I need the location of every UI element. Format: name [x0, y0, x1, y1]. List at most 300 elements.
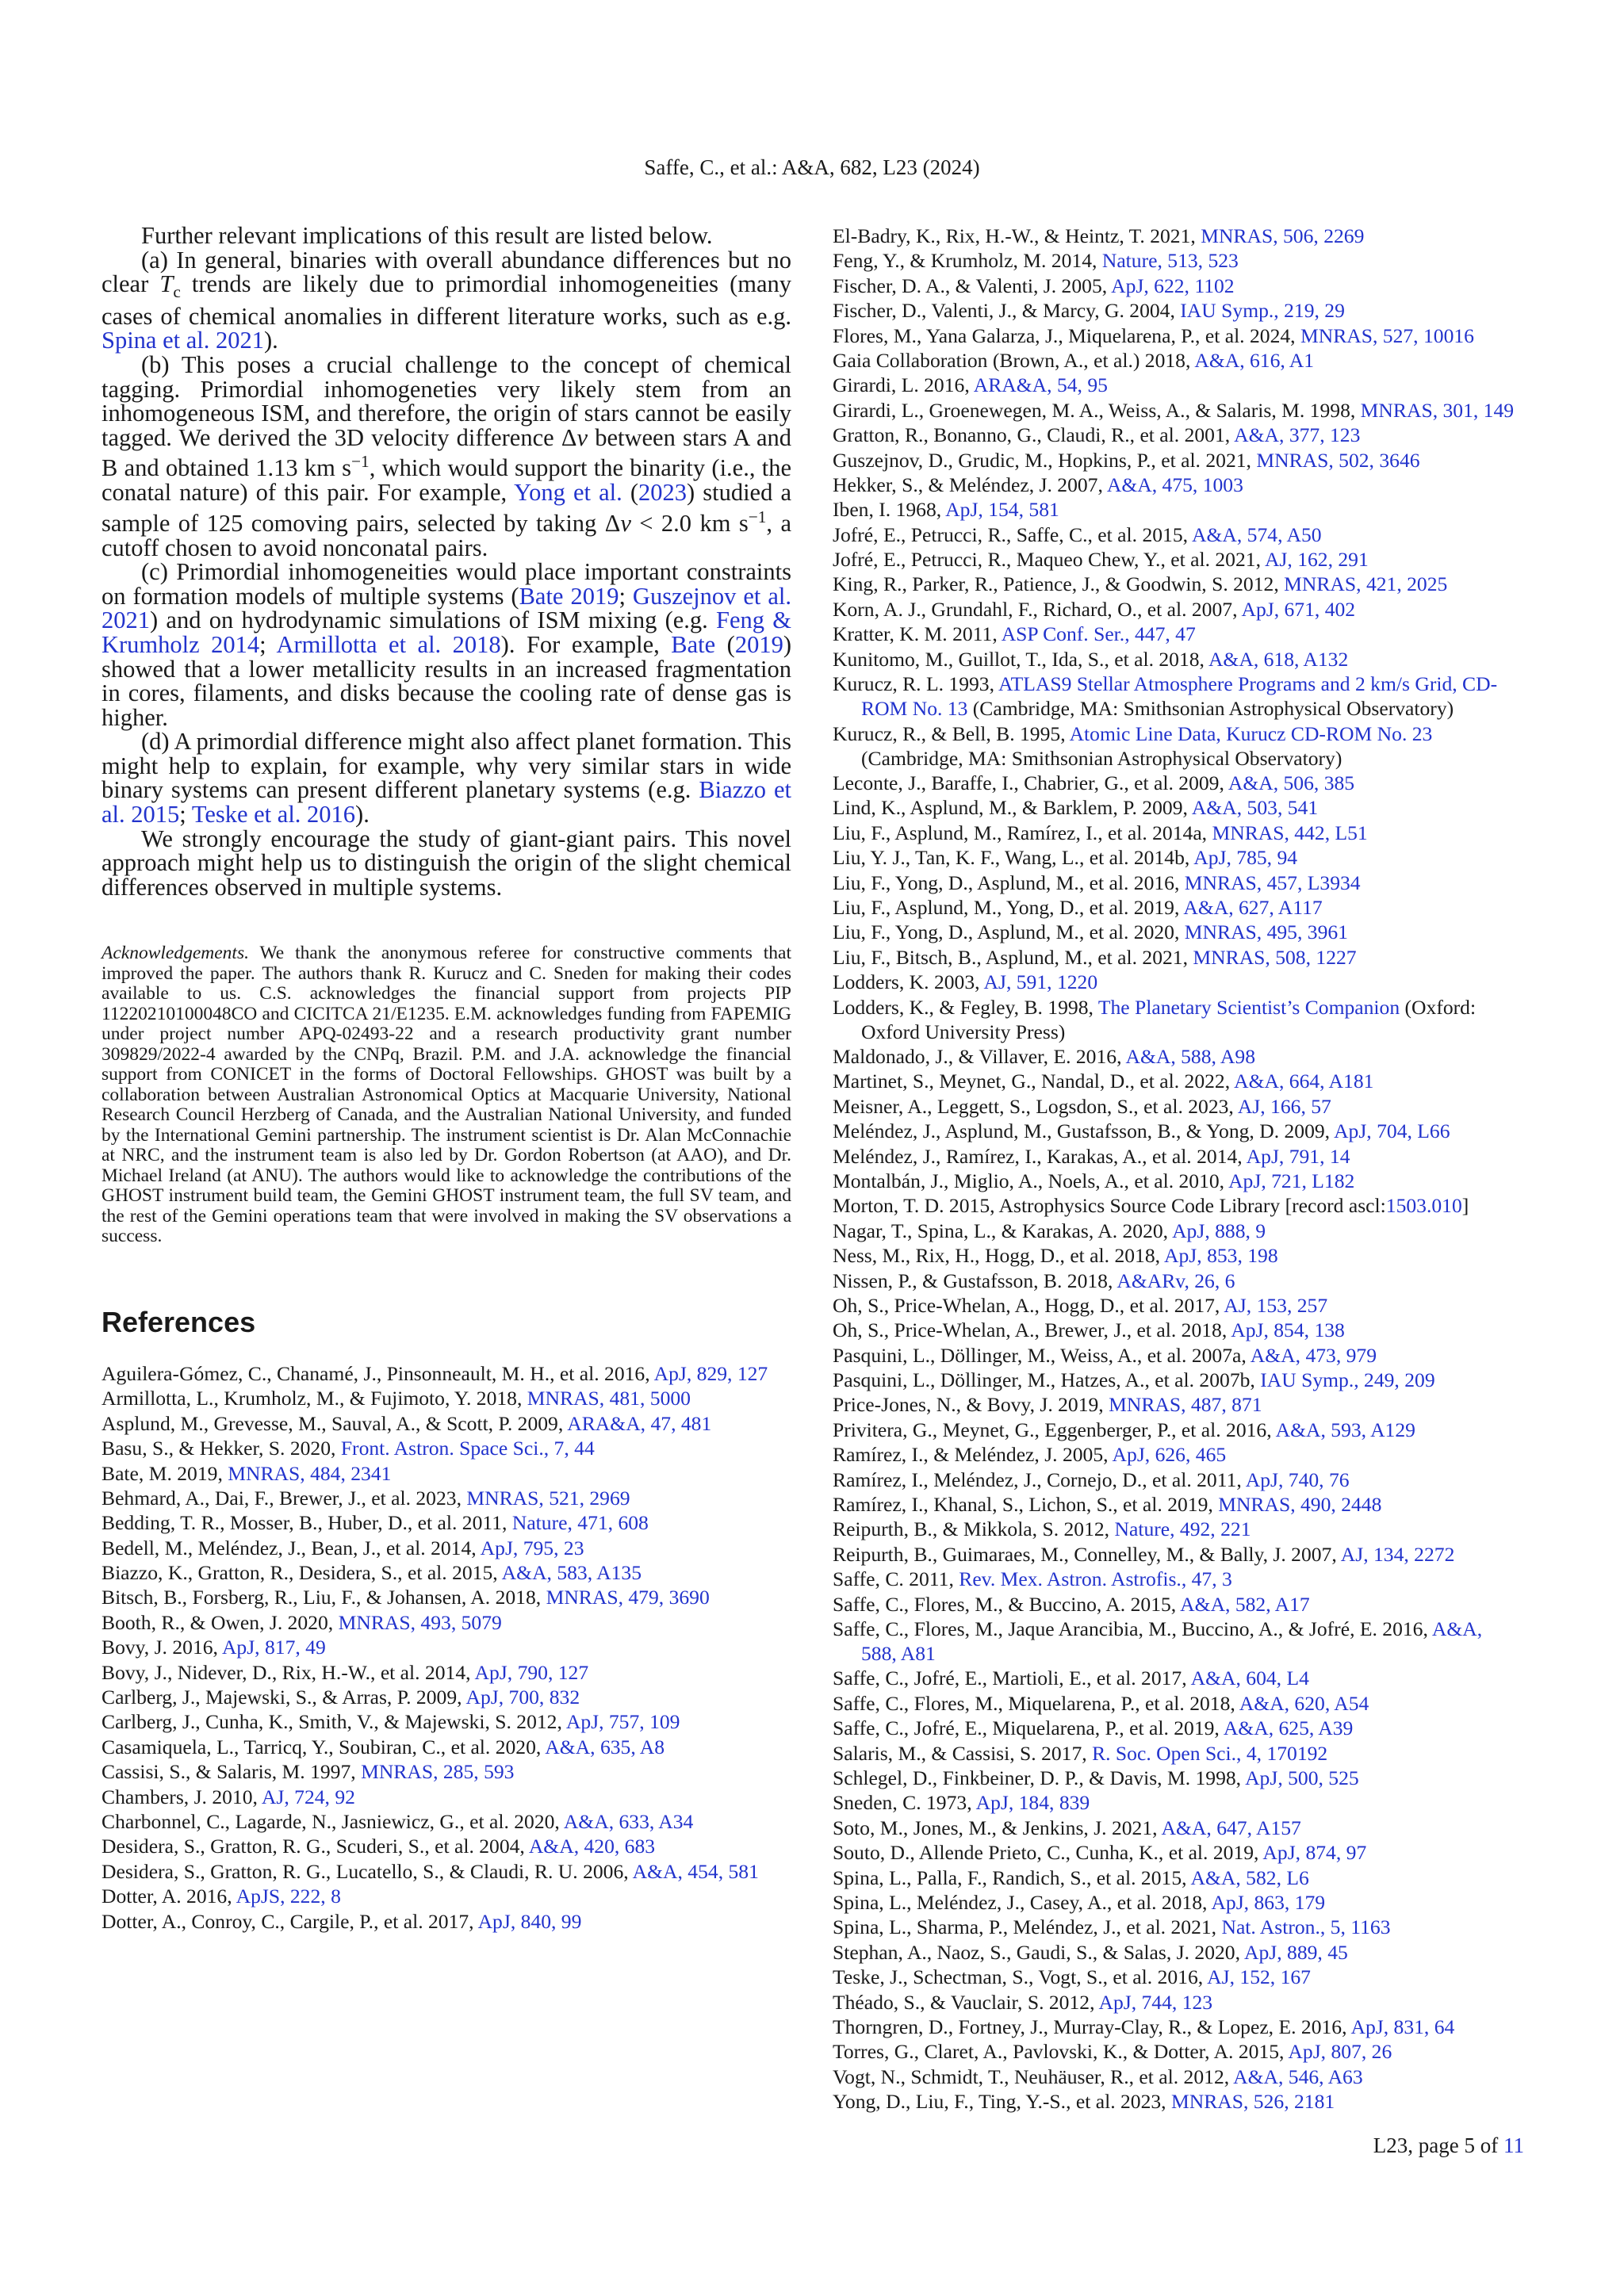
text-run: (a) In general, binaries with overall abundance differences but no clear	[102, 246, 791, 298]
reference-authors: Kunitomo, M., Guillot, T., Ida, S., et al. 2018,	[833, 647, 1208, 671]
reference-item	[833, 1169, 1522, 1193]
reference-link[interactable]: MNRAS, 490, 2448	[1218, 1493, 1382, 1517]
text-run: (c) Primordial inhomogeneities would place important constraints on formation models of multiple systems (	[102, 558, 791, 610]
reference-authors: Liu, Y. J., Tan, K. F., Wang, L., et al. 2014b,	[833, 846, 1194, 870]
reference-item	[102, 1909, 791, 1934]
paragraph-d	[102, 729, 791, 826]
reference-authors: Jofré, E., Petrucci, R., Saffe, C., et al. 2015,	[833, 522, 1193, 546]
reference-link[interactable]: ApJ, 704, L66	[1334, 1119, 1450, 1143]
reference-link[interactable]: A&ARv, 26, 6	[1116, 1269, 1235, 1292]
reference-item	[833, 1816, 1522, 1840]
reference-authors: Armillotta, L., Krumholz, M., & Fujimoto, Y. 2018,	[102, 1387, 527, 1410]
reference-link[interactable]: ApJ, 700, 832	[465, 1686, 580, 1709]
citation-link[interactable]: Guszejnov et al. 2021	[102, 582, 791, 634]
reference-authors: Saffe, C., Flores, M., Jaque Arancibia, M., Buccino, A., & Jofré, E. 2016,	[833, 1617, 1432, 1640]
paragraph-c	[102, 560, 791, 729]
reference-item	[833, 1144, 1522, 1169]
reference-item	[833, 945, 1522, 970]
reference-link[interactable]: ApJ, 863, 179	[1211, 1890, 1326, 1914]
paragraph-intro	[102, 224, 791, 248]
reference-item	[833, 1617, 1522, 1666]
reference-item	[102, 1834, 791, 1858]
reference-trailing: (Oxford: Oxford University Press)	[861, 995, 1477, 1043]
reference-link[interactable]: AJ, 166, 57	[1237, 1094, 1331, 1118]
reference-link[interactable]: ApJ, 671, 402	[1241, 597, 1356, 621]
reference-trailing: ]	[1461, 1194, 1469, 1218]
reference-link[interactable]: ApJ, 831, 64	[1350, 2015, 1455, 2038]
right-column	[833, 224, 1522, 2114]
reference-link[interactable]: AJ, 152, 167	[1207, 1965, 1311, 1989]
reference-authors: Saffe, C., Flores, M., Miquelarena, P., et al. 2018,	[833, 1691, 1239, 1715]
reference-item	[833, 1368, 1522, 1392]
reference-link[interactable]: A&A, 506, 385	[1228, 771, 1355, 794]
reference-link[interactable]: MNRAS, 508, 1227	[1193, 945, 1357, 969]
citation-link[interactable]: Spina et al. 2021	[102, 327, 264, 354]
paragraph-b	[102, 353, 791, 560]
reference-authors: Flores, M., Yana Galarza, J., Miquelarena, P., et al. 2024,	[833, 323, 1300, 347]
reference-authors: Hekker, S., & Meléndez, J. 2007,	[833, 473, 1107, 496]
reference-item	[833, 224, 1522, 248]
reference-authors: Liu, F., Yong, D., Asplund, M., et al. 2016,	[833, 871, 1185, 894]
reference-link[interactable]: MNRAS, 285, 593	[361, 1760, 515, 1784]
references-heading: References	[102, 1305, 256, 1338]
reference-link[interactable]: A&A, 664, A181	[1234, 1070, 1374, 1093]
reference-item	[833, 2089, 1522, 2114]
reference-item	[102, 1685, 791, 1709]
reference-authors: Lodders, K., & Fegley, B. 1998,	[833, 995, 1098, 1019]
reference-authors: Kurucz, R. L. 1993,	[833, 672, 998, 696]
reference-link[interactable]: MNRAS, 487, 871	[1109, 1393, 1262, 1417]
reference-link[interactable]: ARA&A, 47, 481	[567, 1411, 712, 1435]
citation-link[interactable]: Bate	[671, 630, 716, 658]
reference-item	[833, 1790, 1522, 1815]
text-run: (	[715, 630, 735, 658]
reference-authors: Liu, F., Asplund, M., Ramírez, I., et al. 2014a,	[833, 821, 1212, 844]
reference-item	[833, 1119, 1522, 1143]
reference-item	[833, 1243, 1522, 1268]
reference-item	[833, 1915, 1522, 1939]
reference-link[interactable]: Atomic Line Data, Kurucz CD-ROM No. 23	[1069, 721, 1433, 745]
page-footer	[1348, 2133, 1524, 2158]
reference-link[interactable]: ApJ, 854, 138	[1231, 1318, 1345, 1342]
reference-item	[833, 1418, 1522, 1442]
reference-authors: Desidera, S., Gratton, R. G., Scuderi, S., et al. 2004,	[102, 1835, 529, 1858]
reference-item	[833, 821, 1522, 845]
reference-link[interactable]: MNRAS, 481, 5000	[527, 1387, 691, 1410]
reference-link[interactable]: ApJ, 853, 198	[1164, 1244, 1278, 1268]
reference-authors: Behmard, A., Dai, F., Brewer, J., et al. 2023,	[102, 1486, 467, 1510]
reference-link[interactable]: ApJ, 626, 465	[1112, 1443, 1227, 1467]
reference-item	[833, 373, 1522, 397]
reference-link[interactable]: ApJ, 790, 127	[474, 1660, 589, 1684]
reference-item	[833, 1866, 1522, 1890]
reference-item	[833, 1343, 1522, 1368]
reference-item	[833, 1542, 1522, 1567]
reference-authors: Biazzo, K., Gratton, R., Desidera, S., et al. 2015,	[102, 1561, 502, 1585]
reference-item	[833, 2015, 1522, 2039]
reference-link[interactable]: MNRAS, 506, 2269	[1201, 224, 1365, 247]
citation-link[interactable]: Feng & Krumholz 2014	[102, 607, 792, 658]
reference-authors: Morton, T. D. 2015, Astrophysics Source Code Library [record ascl:	[833, 1194, 1386, 1218]
reference-authors: Nissen, P., & Gustafsson, B. 2018,	[833, 1269, 1117, 1292]
text-run: ) studied a sample of 125 comoving pairs, selected by taking Δ	[102, 479, 791, 537]
reference-link[interactable]: A&A, 583, A135	[501, 1561, 642, 1585]
reference-authors: Oh, S., Price-Whelan, A., Brewer, J., et al. 2018,	[833, 1318, 1231, 1342]
citation-link[interactable]: 2023	[638, 479, 687, 507]
citation-link[interactable]: Bate 2019	[519, 582, 619, 610]
reference-authors: Maldonado, J., & Villaver, E. 2016,	[833, 1045, 1126, 1068]
reference-authors: Oh, S., Price-Whelan, A., Hogg, D., et al. 2017,	[833, 1293, 1224, 1317]
reference-authors: Ramírez, I., & Meléndez, J. 2005,	[833, 1443, 1113, 1467]
reference-item	[833, 970, 1522, 994]
reference-authors: Saffe, C., Jofré, E., Miquelarena, P., et al. 2019,	[833, 1716, 1224, 1740]
math-var: T	[159, 270, 174, 298]
reference-authors: Stephan, A., Naoz, S., Gaudi, S., & Salas, J. 2020,	[833, 1940, 1244, 1964]
reference-authors: Privitera, G., Meynet, G., Eggenberger, P., et al. 2016,	[833, 1418, 1276, 1441]
reference-link[interactable]: ApJ, 721, L182	[1228, 1169, 1355, 1192]
reference-item	[833, 1990, 1522, 2015]
reference-link[interactable]: Nat. Astron., 5, 1163	[1221, 1915, 1391, 1939]
reference-authors: Meléndez, J., Ramírez, I., Karakas, A., et al. 2014,	[833, 1144, 1247, 1168]
reference-item	[833, 1840, 1522, 1865]
reference-authors: Montalbán, J., Miglio, A., Noels, A., et al. 2010,	[833, 1169, 1229, 1192]
acknowledgements-text: We thank the anonymous referee for constructive comments that improved the paper. The authors thank R. Kurucz and C. Sneden for making their codes available to us. C.S. acknowledges the financial support from projects PIP 11220210100048CO and CICITCA 21/E1235. E.M. acknowledges funding from FAPEMIG under project number APQ-02493-22 and a research productivity grant number 309829/2022-4 awarded by the CNPq, Brazil. P.M. and J.A. acknowledge the financial support from CONICET in the forms of Doctoral Fellowships. GHOST was built by a collaboration between Australian Astronomical Optics at Macquarie University, National Research Council Herzberg of Canada, and the Australian National University, and funded by the International Gemini partnership. The instrument scientist is Dr. Alan McConnachie at NRC, and the instrument team is also led by Dr. Gordon Robertson (at AAO), and Dr. Michael Ireland (at ANU). The authors would like to acknowledge the contributions of the GHOST instrument build team, the Gemini GHOST instrument team, the full SV team, and the rest of the Gemini operations team that were involved in making the SV observations a success.	[102, 943, 791, 1247]
running-head: Saffe, C., et al.: A&A, 682, L23 (2024)	[644, 155, 980, 179]
reference-item	[833, 1492, 1522, 1517]
reference-link[interactable]: A&A, 420, 683	[528, 1835, 656, 1858]
reference-link[interactable]: Nature, 492, 221	[1114, 1517, 1251, 1541]
reference-link[interactable]: A&A, 503, 541	[1191, 796, 1319, 820]
citation-link[interactable]: Teske et al. 2016	[191, 801, 356, 828]
reference-link[interactable]: A&A, 582, A17	[1180, 1592, 1310, 1616]
reference-item	[102, 1560, 791, 1585]
reference-authors: Carlberg, J., Majewski, S., & Arras, P. 2009,	[102, 1686, 466, 1709]
reference-item	[833, 1468, 1522, 1492]
reference-item	[833, 920, 1522, 944]
citation-link[interactable]: Armillotta et al. 2018	[276, 630, 501, 658]
reference-item	[833, 1293, 1522, 1318]
reference-link[interactable]: ApJ, 184, 839	[975, 1791, 1090, 1815]
reference-authors: Fischer, D., Valenti, J., & Marcy, G. 2004,	[833, 299, 1181, 323]
reference-link[interactable]: A&A, 377, 123	[1234, 423, 1361, 447]
reference-link[interactable]: AJ, 134, 2272	[1340, 1542, 1455, 1566]
reference-link[interactable]: IAU Symp., 249, 209	[1260, 1368, 1435, 1392]
math-superscript: −1	[351, 452, 370, 472]
reference-authors: Nagar, T., Spina, L., & Karakas, A. 2020,	[833, 1219, 1173, 1242]
reference-item	[833, 795, 1522, 820]
text-run: We strongly encourage the study of giant-giant pairs. This novel approach might help us to distinguish the origin of the slight chemical differences observed in multiple systems.	[102, 825, 791, 901]
reference-link[interactable]: ApJ, 500, 525	[1245, 1766, 1359, 1790]
reference-item	[833, 1193, 1522, 1218]
reference-item	[833, 1965, 1522, 1989]
reference-link[interactable]: Nature, 471, 608	[511, 1511, 649, 1535]
citation-link[interactable]: 2019	[734, 630, 783, 658]
reference-link[interactable]: Nature, 513, 523	[1101, 249, 1239, 273]
text-run: ;	[619, 582, 633, 610]
reference-authors: Théado, S., & Vauclair, S. 2012,	[833, 1990, 1099, 2014]
reference-item	[102, 1585, 791, 1609]
text-run: trends are likely due to primordial inhomogeneities (many cases of chemical anomalies in different literature works, such as e.g.	[102, 270, 791, 330]
reference-link[interactable]: A&A, 647, A157	[1161, 1816, 1301, 1839]
reference-item	[833, 348, 1522, 373]
reference-authors: Aguilera-Gómez, C., Chanamé, J., Pinsonneault, M. H., et al. 2016,	[102, 1361, 654, 1385]
reference-item	[833, 1940, 1522, 1965]
reference-authors: Sneden, C. 1973,	[833, 1791, 976, 1815]
reference-link[interactable]: Front. Astron. Space Sci., 7, 44	[340, 1437, 595, 1460]
text-run: , which would support the binarity (i.e., the conatal nature) of this pair. For example,	[102, 454, 792, 507]
reference-link[interactable]: ApJ, 744, 123	[1098, 1990, 1213, 2014]
reference-link[interactable]: ApJ, 840, 99	[477, 1909, 582, 1933]
reference-item	[833, 572, 1522, 596]
reference-authors: Meisner, A., Leggett, S., Logsdon, S., et al. 2023,	[833, 1094, 1238, 1118]
reference-link[interactable]: A&A, 574, A50	[1192, 522, 1322, 546]
reference-item	[102, 1386, 791, 1410]
reference-item	[102, 1735, 791, 1759]
reference-link[interactable]: MNRAS, 502, 3646	[1256, 448, 1420, 472]
reference-item	[833, 647, 1522, 672]
math-var: v	[576, 423, 588, 451]
reference-item	[102, 1709, 791, 1734]
reference-authors: Gaia Collaboration (Brown, A., et al.) 2018,	[833, 348, 1195, 372]
reference-link[interactable]: R. Soc. Open Sci., 4, 170192	[1092, 1741, 1328, 1765]
reference-link[interactable]: MNRAS, 493, 5079	[338, 1610, 502, 1634]
reference-link[interactable]: 1503.010	[1385, 1194, 1462, 1218]
reference-link[interactable]: MNRAS, 526, 2181	[1170, 2090, 1335, 2114]
reference-item	[833, 895, 1522, 920]
math-superscript: −1	[748, 507, 767, 526]
total-pages-link[interactable]: 11	[1503, 2133, 1524, 2157]
text-run: < 2.0 km s	[630, 509, 749, 537]
reference-item	[102, 1610, 791, 1635]
reference-link[interactable]: ApJ, 889, 45	[1243, 1940, 1348, 1964]
reference-authors: Yong, D., Liu, F., Ting, Y.-S., et al. 2023,	[833, 2090, 1171, 2114]
reference-link[interactable]: ApJ, 829, 127	[653, 1361, 768, 1385]
reference-authors: Liu, F., Yong, D., Asplund, M., et al. 2020,	[833, 920, 1185, 944]
reference-link[interactable]: ATLAS9 Stellar Atmosphere Programs and 2 km/s Grid, CD-ROM No. 13	[861, 672, 1498, 721]
reference-item	[833, 622, 1522, 646]
reference-authors: Pasquini, L., Döllinger, M., Hatzes, A., et al. 2007b,	[833, 1368, 1261, 1392]
reference-authors: Charbonnel, C., Lagarde, N., Jasniewicz, G., et al. 2020,	[102, 1809, 564, 1833]
reference-authors: Asplund, M., Grevesse, M., Sauval, A., & Scott, P. 2009,	[102, 1411, 568, 1435]
acknowledgements-title: Acknowledgements.	[102, 943, 249, 964]
reference-authors: Ramírez, I., Khanal, S., Lichon, S., et al. 2019,	[833, 1493, 1219, 1517]
citation-link[interactable]: Yong et al.	[514, 479, 622, 507]
math-subscript: c	[173, 282, 181, 302]
reference-item	[833, 1691, 1522, 1716]
reference-item	[833, 473, 1522, 497]
reference-item	[833, 1766, 1522, 1790]
paragraph-conclusion	[102, 827, 791, 900]
reference-link[interactable]: A&A, 604, L4	[1190, 1667, 1309, 1690]
reference-authors: Thorngren, D., Fortney, J., Murray-Clay, R., & Lopez, E. 2016,	[833, 2015, 1351, 2038]
reference-link[interactable]: A&A, 588, A98	[1125, 1045, 1255, 1068]
page-number-label: L23, page 5 of	[1373, 2133, 1503, 2157]
reference-authors: Dotter, A., Conroy, C., Cargile, P., et al. 2017,	[102, 1909, 478, 1933]
reference-link[interactable]: MNRAS, 457, L3934	[1184, 871, 1361, 894]
reference-authors: Feng, Y., & Krumholz, M. 2014,	[833, 249, 1102, 273]
reference-authors: Spina, L., Sharma, P., Meléndez, J., et al. 2021,	[833, 1915, 1222, 1939]
reference-authors: Leconte, J., Baraffe, I., Chabrier, G., et al. 2009,	[833, 771, 1228, 794]
citation-link[interactable]: Biazzo et al. 2015	[102, 776, 791, 828]
reference-link[interactable]: AJ, 591, 1220	[983, 970, 1098, 994]
reference-item	[102, 1461, 791, 1486]
reference-link[interactable]: ApJ, 785, 94	[1193, 846, 1298, 870]
reference-link[interactable]: ASP Conf. Ser., 447, 47	[1001, 622, 1196, 646]
reference-authors: Reipurth, B., & Mikkola, S. 2012,	[833, 1517, 1115, 1541]
text-run: (b) This poses a crucial challenge to the concept of chemical tagging. Primordial inhomogeneties very likely stem from an inhomogeneous ISM, and therefore, the origin of stars cannot be easily tagged. We derived the 3D velocity difference Δ	[102, 351, 791, 451]
reference-link[interactable]: A&A, 633, A34	[563, 1809, 694, 1833]
reference-authors: Gratton, R., Bonanno, G., Claudi, R., et al. 2001,	[833, 423, 1235, 447]
reference-item	[833, 1094, 1522, 1119]
reference-authors: Saffe, C., Flores, M., & Buccino, A. 2015,	[833, 1592, 1181, 1616]
paragraph-a	[102, 248, 791, 353]
reference-item	[833, 323, 1522, 348]
reference-authors: Teske, J., Schectman, S., Vogt, S., et al. 2016,	[833, 1965, 1208, 1989]
reference-authors: Salaris, M., & Cassisi, S. 2017,	[833, 1741, 1093, 1765]
reference-item	[102, 1884, 791, 1908]
reference-link[interactable]: A&A, 546, A63	[1233, 2064, 1363, 2088]
reference-authors: Casamiquela, L., Tarricq, Y., Soubiran, C., et al. 2020,	[102, 1735, 546, 1758]
reference-link[interactable]: A&A, 620, A54	[1239, 1691, 1369, 1715]
reference-link[interactable]: ApJ, 807, 26	[1288, 2040, 1392, 2064]
reference-item	[833, 298, 1522, 323]
reference-authors: Guszejnov, D., Grudic, M., Hopkins, P., et al. 2021,	[833, 448, 1257, 472]
reference-link[interactable]: Rev. Mex. Astron. Astrofis., 47, 3	[959, 1567, 1232, 1591]
reference-link[interactable]: A&A, 475, 1003	[1106, 473, 1243, 496]
reference-link[interactable]: AJ, 162, 291	[1264, 548, 1369, 572]
reference-item	[833, 274, 1522, 298]
reference-authors: Torres, G., Claret, A., Pavlovski, K., & Dotter, A. 2015,	[833, 2040, 1289, 2064]
text-run: ).	[355, 801, 370, 828]
text-run: ).	[264, 327, 278, 354]
reference-item	[833, 497, 1522, 522]
reference-authors: Saffe, C. 2011,	[833, 1567, 959, 1591]
reference-link[interactable]: The Planetary Scientist’s Companion	[1097, 995, 1400, 1019]
reference-link[interactable]: ApJ, 817, 49	[221, 1636, 326, 1659]
reference-link[interactable]: ApJ, 740, 76	[1245, 1468, 1350, 1491]
reference-item	[833, 2039, 1522, 2064]
acknowledgements	[102, 943, 791, 1247]
reference-link[interactable]: ApJ, 874, 97	[1262, 1841, 1367, 1865]
reference-item	[102, 1759, 791, 1784]
reference-link[interactable]: ApJ, 757, 109	[565, 1710, 680, 1734]
reference-authors: Lind, K., Asplund, M., & Barklem, P. 2009,	[833, 796, 1192, 820]
reference-link[interactable]: AJ, 724, 92	[261, 1785, 355, 1808]
reference-authors: Liu, F., Bitsch, B., Asplund, M., et al. 2021,	[833, 945, 1193, 969]
reference-authors: Iben, I. 1968,	[833, 498, 946, 522]
reference-item	[833, 1567, 1522, 1591]
reference-trailing: (Cambridge, MA: Smithsonian Astrophysical Observatory)	[967, 697, 1454, 721]
reference-link[interactable]: A&A, 454, 581	[632, 1859, 759, 1883]
reference-link[interactable]: MNRAS, 442, L51	[1212, 821, 1368, 844]
reference-authors: Lodders, K. 2003,	[833, 970, 984, 994]
text-run: Further relevant implications of this result are listed below.	[141, 222, 713, 249]
reference-authors: El-Badry, K., Rix, H.-W., & Heintz, T. 2021,	[833, 224, 1201, 247]
reference-item	[833, 721, 1522, 771]
reference-item	[833, 423, 1522, 447]
reference-authors: Girardi, L., Groenewegen, M. A., Weiss, A., & Salaris, M. 1998,	[833, 398, 1361, 422]
reference-item	[833, 995, 1522, 1044]
text-run: ;	[179, 801, 192, 828]
reference-link[interactable]: ApJ, 791, 14	[1246, 1144, 1350, 1168]
reference-link[interactable]: MNRAS, 301, 149	[1360, 398, 1515, 422]
reference-authors: Chambers, J. 2010,	[102, 1785, 262, 1808]
reference-link[interactable]: A&A, 618, A132	[1208, 647, 1349, 671]
reference-authors: Ness, M., Rix, H., Hogg, D., et al. 2018,	[833, 1244, 1165, 1268]
reference-authors: Jofré, E., Petrucci, R., Maqueo Chew, Y., et al. 2021,	[833, 548, 1265, 572]
reference-authors: Bovy, J. 2016,	[102, 1636, 222, 1659]
reference-link[interactable]: ApJ, 795, 23	[480, 1536, 584, 1559]
reference-item	[102, 1361, 791, 1386]
reference-link[interactable]: AJ, 153, 257	[1224, 1293, 1328, 1317]
reference-link[interactable]: ARA&A, 54, 95	[973, 373, 1108, 397]
reference-authors: Kratter, K. M. 2011,	[833, 622, 1002, 646]
reference-authors: Bate, M. 2019,	[102, 1461, 228, 1485]
reference-link[interactable]: A&A, 473, 979	[1250, 1343, 1377, 1367]
reference-authors: Spina, L., Meléndez, J., Casey, A., et al. 2018,	[833, 1890, 1212, 1914]
reference-item	[833, 248, 1522, 273]
reference-item	[102, 1859, 791, 1884]
reference-item	[833, 2064, 1522, 2089]
reference-item	[102, 1536, 791, 1560]
reference-link[interactable]: A&A, 625, A39	[1223, 1716, 1354, 1740]
reference-item	[833, 672, 1522, 721]
reference-link[interactable]: ApJ, 154, 581	[945, 498, 1059, 522]
reference-item	[833, 1741, 1522, 1766]
math-var: v	[620, 509, 631, 537]
reference-link[interactable]: MNRAS, 495, 3961	[1184, 920, 1348, 944]
reference-authors: Carlberg, J., Cunha, K., Smith, V., & Majewski, S. 2012,	[102, 1710, 566, 1734]
reference-item	[833, 1044, 1522, 1069]
reference-item	[833, 597, 1522, 622]
reference-item	[833, 871, 1522, 895]
reference-link[interactable]: MNRAS, 484, 2341	[228, 1461, 392, 1485]
text-run: (	[622, 479, 638, 507]
reference-authors: Liu, F., Asplund, M., Yong, D., et al. 2019,	[833, 895, 1184, 919]
reference-authors: Spina, L., Palla, F., Randich, S., et al. 2015,	[833, 1866, 1191, 1889]
reference-link[interactable]: A&A, 616, A1	[1194, 348, 1315, 372]
reference-authors: Bovy, J., Nidever, D., Rix, H.-W., et al. 2014,	[102, 1660, 475, 1684]
reference-authors: Desidera, S., Gratton, R. G., Lucatello, S., & Claudi, R. U. 2006,	[102, 1859, 633, 1883]
reference-authors: Vogt, N., Schmidt, T., Neuhäuser, R., et al. 2012,	[833, 2064, 1234, 2088]
reference-item	[102, 1785, 791, 1809]
reference-item	[102, 1436, 791, 1460]
text-run: between stars A and B and obtained 1.13 km s	[102, 423, 792, 482]
reference-link[interactable]: MNRAS, 479, 3690	[546, 1586, 710, 1609]
reference-item	[833, 1392, 1522, 1417]
reference-item	[833, 1069, 1522, 1093]
reference-link[interactable]: A&A, 635, A8	[545, 1735, 665, 1758]
reference-list-right	[833, 224, 1522, 2114]
body-text	[102, 224, 791, 899]
reference-link[interactable]: A&A, 627, A117	[1183, 895, 1323, 919]
reference-link[interactable]: MNRAS, 521, 2969	[466, 1486, 630, 1510]
reference-item	[102, 1635, 791, 1659]
reference-link[interactable]: A&A, 582, L6	[1190, 1866, 1309, 1889]
reference-link[interactable]: ApJS, 222, 8	[236, 1885, 341, 1908]
reference-item	[833, 845, 1522, 870]
reference-link[interactable]: A&A, 593, A129	[1275, 1418, 1415, 1441]
left-column	[102, 224, 791, 1934]
reference-link[interactable]: ApJ, 622, 1102	[1111, 274, 1235, 297]
reference-link[interactable]: IAU Symp., 219, 29	[1180, 299, 1345, 323]
reference-link[interactable]: MNRAS, 421, 2025	[1284, 572, 1448, 596]
reference-link[interactable]: A&A, 588, A81	[861, 1617, 1483, 1666]
reference-authors: Price-Jones, N., & Bovy, J. 2019,	[833, 1393, 1109, 1417]
reference-link[interactable]: MNRAS, 527, 10016	[1300, 323, 1474, 347]
reference-authors: Kurucz, R., & Bell, B. 1995,	[833, 721, 1070, 745]
reference-link[interactable]: ApJ, 888, 9	[1172, 1219, 1266, 1242]
